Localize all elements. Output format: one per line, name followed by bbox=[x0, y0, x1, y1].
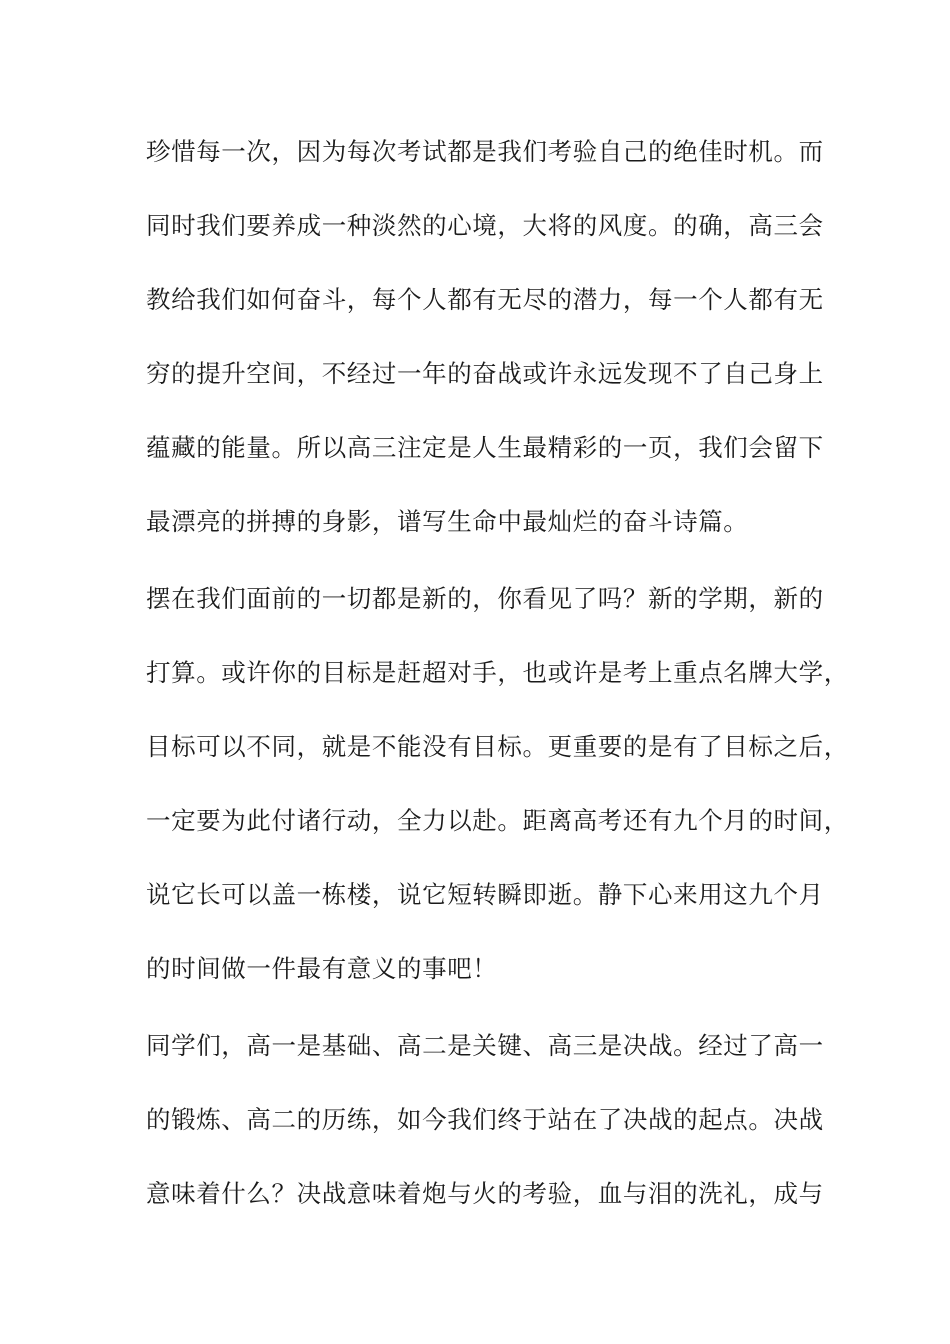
text-line: 摆在我们面前的一切都是新的，你看见了吗？新的学期，新的 bbox=[146, 584, 824, 613]
text-line: 穷的提升空间，不经过一年的奋战或许永远发现不了自己身上 bbox=[146, 359, 824, 388]
text-line: 教给我们如何奋斗，每个人都有无尽的潜力，每一个人都有无 bbox=[146, 285, 824, 314]
text-line: 目标可以不同，就是不能没有目标。更重要的是有了目标之后， bbox=[146, 732, 849, 761]
text-line: 最漂亮的拼搏的身影，谱写生命中最灿烂的奋斗诗篇。 bbox=[146, 507, 749, 536]
text-line: 同时我们要养成一种淡然的心境，大将的风度。的确，高三会 bbox=[146, 211, 824, 240]
text-line: 的时间做一件最有意义的事吧！ bbox=[146, 954, 498, 983]
text-line: 意味着什么？决战意味着炮与火的考验，血与泪的洗礼，成与 bbox=[146, 1179, 824, 1208]
text-line: 一定要为此付诸行动，全力以赴。距离高考还有九个月的时间， bbox=[146, 806, 849, 835]
text-line: 蕴藏的能量。所以高三注定是人生最精彩的一页，我们会留下 bbox=[146, 433, 824, 462]
text-line: 打算。或许你的目标是赶超对手，也或许是考上重点名牌大学， bbox=[146, 658, 849, 687]
text-line: 同学们，高一是基础、高二是关键、高三是决战。经过了高一 bbox=[146, 1031, 824, 1060]
text-line: 珍惜每一次，因为每次考试都是我们考验自己的绝佳时机。而 bbox=[146, 137, 824, 166]
text-line: 的锻炼、高二的历练，如今我们终于站在了决战的起点。决战 bbox=[146, 1105, 824, 1134]
text-line: 说它长可以盖一栋楼，说它短转瞬即逝。静下心来用这九个月 bbox=[146, 880, 824, 909]
